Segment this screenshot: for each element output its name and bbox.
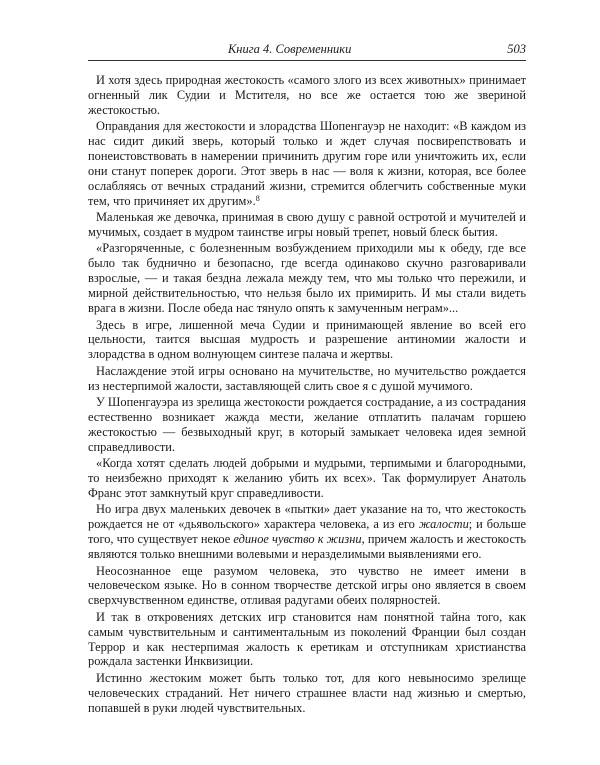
paragraph: И так в откровениях детских игр становится нам понятной тайна того, как самым чувствительным и сантиментальным из поколений Франции был создан Террор и как нестерпимая жалость к еретикам и отступникам христианства рождала застенки Инквизиции. bbox=[88, 609, 526, 669]
book-page bbox=[88, 40, 526, 717]
running-header bbox=[88, 40, 526, 61]
paragraph: Но игра двух маленьких девочек в «пытки» дает указание на то, что жестокость рождается не от «дьявольского» характера человека, а из его жалости; и больше того, что существует некое единое чувство к жизни, причем жалость и жестокость являются только внешними волевыми и неразделимыми выявлениями его. bbox=[88, 502, 527, 562]
paragraph: Оправдания для жестокости и злорадства Шопенгауэр не находит: «В каждом из нас сидит дикий зверь, который только и ждет случая посвирепствовать и понеистовствовать в намерении причинить другим горе или уничтожить их, если они станут поперек дороги. Этот зверь в нас — воля к жизни, которая, все более ослабляясь от вечных страданий жизни, стремится облегчить собственные муки тем, что причиняет их другим».$^8$ bbox=[88, 119, 526, 208]
paragraph: Неосознанное еще разумом человека, это чувство не имеет имени в человеческом языке. Но в сонном творчестве детской игры оно является в своем сверхчувственном единстве, отливая радугами обеих полярностей. bbox=[88, 563, 526, 608]
footnote-marker: 8 bbox=[255, 193, 260, 203]
paragraph: И хотя здесь природная жестокость «самого злого из всех животных» принимает огненный лик Судии и Мстителя, но все же остается тою же звериной жестокостью. bbox=[88, 73, 526, 117]
paragraph: Здесь в игре, лишенной меча Судии и принимающей явление во всей его цельности, таится высшая мудрость и разрешение антиномии жалости и злорадства в одном волнующем синтезе палача и жертвы. bbox=[88, 317, 526, 362]
paragraph: У Шопенгауэра из зрелища жестокости рождается сострадание, а из сострадания естественно возникает жажда мести, желание отплатить палачам горшею жестокостью — безвыходный круг, в который замыкает человека идея земной справедливости. bbox=[88, 395, 526, 454]
paragraph: Маленькая же девочка, принимая в свою душу с равной остротой и мучителей и мучимых, создает в мудром таинстве игры новый трепет, новый блеск бытия. bbox=[88, 210, 526, 240]
paragraph: «Разгоряченные, с болезненным возбуждением приходили мы к обеду, где все было так буднично и безопасно, где всегда одинаково скучно разговаривали взрослые, — и такая бездна лежала между тем, что мы только что пережили, и мирной действительностью, что нельзя было их примирить. И мы стали видеть врага в жизни. После обеда нас тянуло опять к замученным неграм»... bbox=[88, 241, 526, 316]
book-title: Книга 4. Современники bbox=[228, 42, 352, 56]
emphasis: единое чувство к жизни bbox=[233, 532, 362, 547]
page-number: 503 bbox=[507, 42, 526, 56]
paragraph: Истинно жестоким может быть только тот, для кого невыносимо зрелище человеческих страданий. Нет ничего страшнее власти над жизнью и смертью, попавшей в руки людей чувствительных. bbox=[88, 670, 526, 715]
emphasis: жалости bbox=[418, 517, 469, 532]
body-text bbox=[88, 73, 526, 716]
paragraph: Наслаждение этой игры основано на мучительстве, но мучительство рождается из нестерпимой жалости, заставляющей слить свое я с душой мучимого. bbox=[88, 363, 526, 393]
paragraph: «Когда хотят сделать людей добрыми и мудрыми, терпимыми и благородными, то неизбежно приходят к желанию убить их всех». Так формулирует Анатоль Франс этот замкнутый круг справедливости. bbox=[88, 456, 526, 500]
